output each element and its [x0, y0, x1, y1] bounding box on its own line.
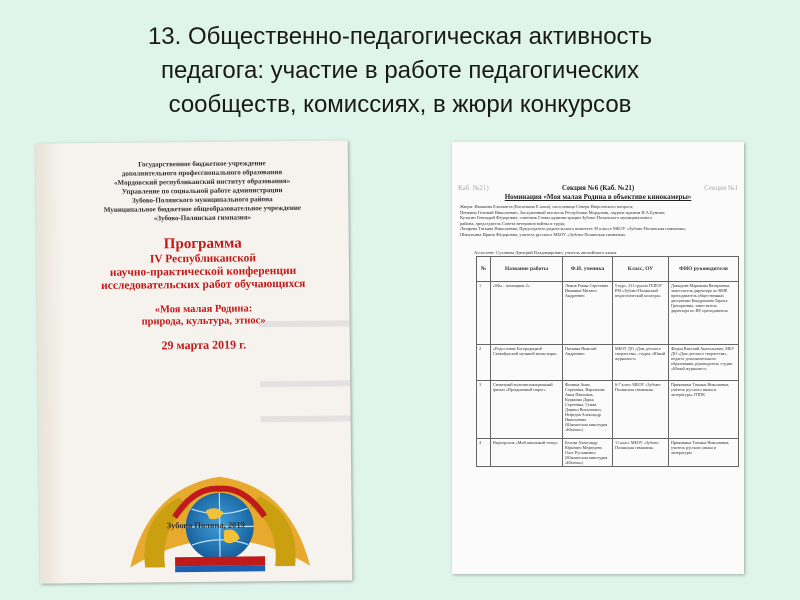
- table-cell: 1: [477, 282, 491, 345]
- table-cell: 5 курс, 411 группа ГБПОУ РМ «Зубово-Полянский педагогический колледж»: [613, 282, 669, 345]
- header-line: дополнительного профессионального образования: [121, 168, 283, 178]
- table-cell: 11 класс МБОУ «Зубово-Полянская гимназия»: [613, 439, 669, 467]
- column-header: Название работы: [491, 257, 563, 282]
- table-cell: Давыдова Марианна Валерьевна, заместитель директора по ВМР, преподаватель общественных дисциплин Кондрашова Лариса Григорьевна, заместитель директора по ВР, преподаватель: [669, 282, 739, 345]
- table-row: [477, 345, 739, 381]
- section-heading: Секция №6 (Каб. №21): [561, 184, 635, 192]
- globe-emblem-icon: [119, 446, 321, 584]
- works-table: [476, 256, 739, 467]
- program-theme-line: природа, культура, этнос»: [141, 315, 266, 328]
- program-title: Программа: [163, 235, 242, 253]
- table-cell: Приямкина Татьяна Николаевна, учитель русского языка и литературы, ГППК: [669, 381, 739, 439]
- table-row: [477, 282, 739, 345]
- program-date: 29 марта 2019 г.: [161, 337, 247, 353]
- program-document-image: [36, 140, 353, 583]
- table-cell: 2: [477, 345, 491, 381]
- section-mark-right: Секция №1: [704, 184, 738, 192]
- table-cell: «Родословие Богородицкой Сюжайдоской музыкой монастыря»: [491, 345, 563, 381]
- table-cell: Пяткина Николай Андреевич: [563, 345, 613, 381]
- binding-strip: [36, 143, 67, 583]
- jury-line: Пенкина Гелинай Николаевич, Заслуженный писатель Республики Мордовия, лауреат премии И.А.Бунина;: [460, 209, 666, 215]
- institution-header: [66, 158, 339, 224]
- program-footer: Зубова Поляна, 2019: [166, 519, 245, 531]
- table-cell: «Мы – помощник 2»: [491, 282, 563, 345]
- table-cell: Сюжетный мультипликационный фильм «Праздничный пирог»: [491, 381, 563, 439]
- table-header-row: [477, 257, 739, 282]
- slide-title-line: педагога: участие в работе педагогических: [161, 57, 639, 84]
- table-cell: Фомина Анна Сергеевна, Варламова Анна Павловна, Куракина Дарья Сергеевна, Гужва Даниил Витальевич, Нефедов Александр Николаевич (Юношеская кинотудия «Юнгма»): [563, 381, 613, 439]
- header-line: Муниципальное бюджетное общеобразовательное учреждение: [103, 203, 302, 214]
- bleed-through-mark: [260, 380, 350, 387]
- jury-list: [460, 204, 736, 237]
- jury-line: Шмыткина Ирина Фёдоровна, учитель русского МБОУ «Зубово-Полянская гимназия»: [460, 231, 626, 237]
- jury-line: района, председатель Совета ветеранов войны и труда;: [460, 220, 566, 226]
- table-cell: Лыков Роман Сергеевич Ивашина Михаил Андреевич: [563, 282, 613, 345]
- table-cell: 6-7 класс МБОУ «Зубово-Полянская гимназия»: [613, 381, 669, 439]
- secretary-line: Ассистент: Суханова Дмитрий Владимирович, учитель английского языка: [474, 250, 617, 255]
- section-document-image: [452, 142, 744, 574]
- table-cell: 4: [477, 439, 491, 467]
- jury-line: Лазарева Татьяна Николаевна, Председатель родительского комитета 39 классе МБОУ «Зубово-Полянская гимназия»;: [460, 226, 687, 231]
- column-header: Класс, ОУ: [613, 257, 669, 282]
- header-line: «Зубово-Полянская гимназия»: [153, 213, 252, 223]
- header-line: Зубово-Полянского муниципального района: [131, 195, 273, 205]
- table-cell: Приямкина Татьяна Николаевна, учитель русского языка и литературы: [669, 439, 739, 467]
- column-header: Ф.И. ученика: [563, 257, 613, 282]
- jury-line: Кулагин Геннадий Фёдорович, советник Главы администрации Зубово-Полянского муниципального: [460, 215, 653, 220]
- table-row: [477, 439, 739, 467]
- program-subtitle-line: исследовательских работ обучающихся: [101, 277, 306, 292]
- table-cell: Федин Виталий Анатольевич, МБУ ДО «Дом детского творчества», педагог дополнительного образования, руководитель студии «Юный журналист»: [669, 345, 739, 381]
- table-cell: Видеоролик «Мой школьный театр»: [491, 439, 563, 467]
- slide-title: [40, 20, 760, 122]
- program-subtitle-line: научно-практической конференции: [109, 264, 297, 279]
- section-mark-left: Каб. №21): [458, 184, 489, 192]
- column-header: №: [477, 257, 491, 282]
- column-header: ФИО руководителя: [669, 257, 739, 282]
- table-cell: МБОУ ДО «Дом детского творчества», студия «Юный журналист»: [613, 345, 669, 381]
- slide-title-line: сообществ, комиссиях, в жюри конкурсов: [168, 91, 632, 118]
- header-line: Управление по социальной работе администрации: [121, 186, 283, 196]
- slide-title-line: 13. Общественно-педагогическая активность: [147, 23, 653, 50]
- header-line: Государственное бюджетное учреждение: [138, 159, 266, 169]
- header-line: «Мордовский республиканский институт образования»: [113, 176, 291, 187]
- table-cell: 3: [477, 381, 491, 439]
- program-theme-line: «Моя малая Родина:: [154, 303, 253, 316]
- nomination-heading: Номинация «Моя малая Родина в объективе кинокамеры»: [504, 193, 692, 201]
- jury-line: Жюри: Ивашина Елизавета (Касаткина Е.алия), посольница Севера Нюрсевского вопроса;: [460, 204, 634, 209]
- table-row: [477, 381, 739, 439]
- bleed-through-mark: [261, 415, 351, 422]
- table-cell: Белова Александр Юрьевич Медведева Олег Русланович (Юношеская кинотудия «Юнгма»): [563, 439, 613, 467]
- program-subtitle-line: IV Республиканской: [149, 252, 257, 266]
- program-title-block: [67, 233, 340, 354]
